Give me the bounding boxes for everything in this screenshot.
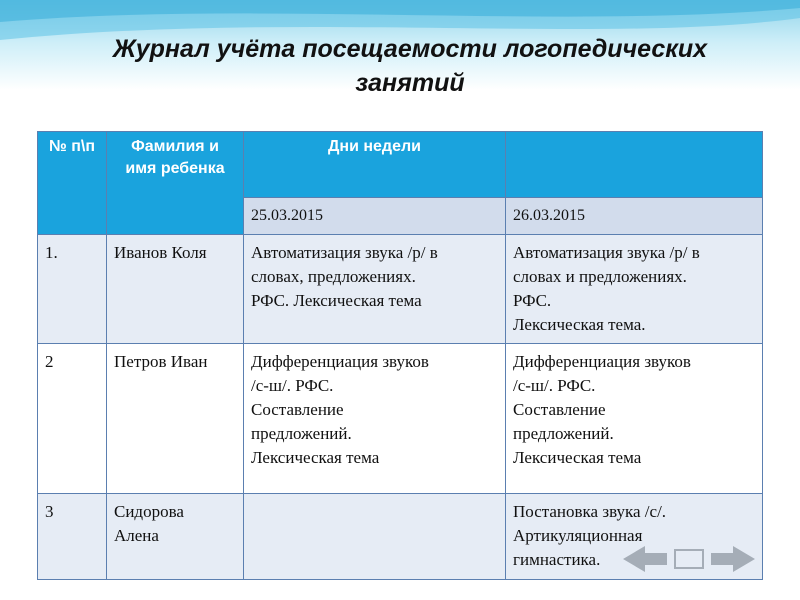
activity-line: гимнастика. [513, 550, 601, 569]
activity-line: предложений. [251, 424, 352, 443]
activity-line: Дифференциация звуков [513, 352, 691, 371]
table-row [38, 235, 763, 344]
activity-line: Дифференциация звуков [251, 352, 429, 371]
header-days-of-week: Дни недели [244, 132, 506, 198]
arrow-right-icon [711, 546, 755, 572]
row-day2-activity [506, 344, 763, 494]
attendance-table [37, 131, 763, 580]
title-line-2: занятий [355, 69, 465, 97]
row-day2-activity [506, 235, 763, 344]
activity-line: Автоматизация звука /р/ в [251, 243, 438, 262]
activity-line: Составление [251, 400, 344, 419]
activity-line: Лексическая тема [513, 448, 642, 467]
row-number: 2 [38, 344, 107, 494]
activity-line: словах, предложениях. [251, 267, 416, 286]
date-cell-2: 26.03.2015 [506, 198, 763, 235]
row-day1-activity [244, 494, 506, 580]
table-row [38, 344, 763, 494]
row-child-name: Иванов Коля [107, 235, 244, 344]
activity-line: /с-ш/. РФС. [251, 376, 334, 395]
activity-line: РФС. Лексическая тема [251, 291, 422, 310]
activity-line: Лексическая тема. [513, 315, 646, 334]
name-line: Сидорова [114, 502, 184, 521]
row-day1-activity [244, 235, 506, 344]
date-cell-1: 25.03.2015 [244, 198, 506, 235]
row-day1-activity [244, 344, 506, 494]
activity-line: Лексическая тема [251, 448, 380, 467]
activity-line: словах и предложениях. [513, 267, 687, 286]
header-child-name: Фамилия и имя ребенка [107, 132, 244, 235]
header-number: № п\п [38, 132, 107, 235]
activity-line: /с-ш/. РФС. [513, 376, 596, 395]
activity-line: Постановка звука /с/. [513, 502, 667, 521]
slide-navigation-icon[interactable] [615, 542, 763, 576]
table-header-row [38, 132, 763, 198]
arrow-left-icon [623, 546, 667, 572]
title-line-1: Журнал учёта посещаемости логопедических [112, 35, 708, 63]
activity-line: Составление [513, 400, 606, 419]
header-empty [506, 132, 763, 198]
activity-line: Автоматизация звука /р/ в [513, 243, 700, 262]
row-child-name: Петров Иван [107, 344, 244, 494]
row-number: 3 [38, 494, 107, 580]
row-child-name [107, 494, 244, 580]
name-line: Алена [114, 526, 159, 545]
activity-line: предложений. [513, 424, 614, 443]
page-title [40, 32, 780, 100]
activity-line: РФС. [513, 291, 552, 310]
activity-line: Артикуляционная [513, 526, 643, 545]
row-number: 1. [38, 235, 107, 344]
